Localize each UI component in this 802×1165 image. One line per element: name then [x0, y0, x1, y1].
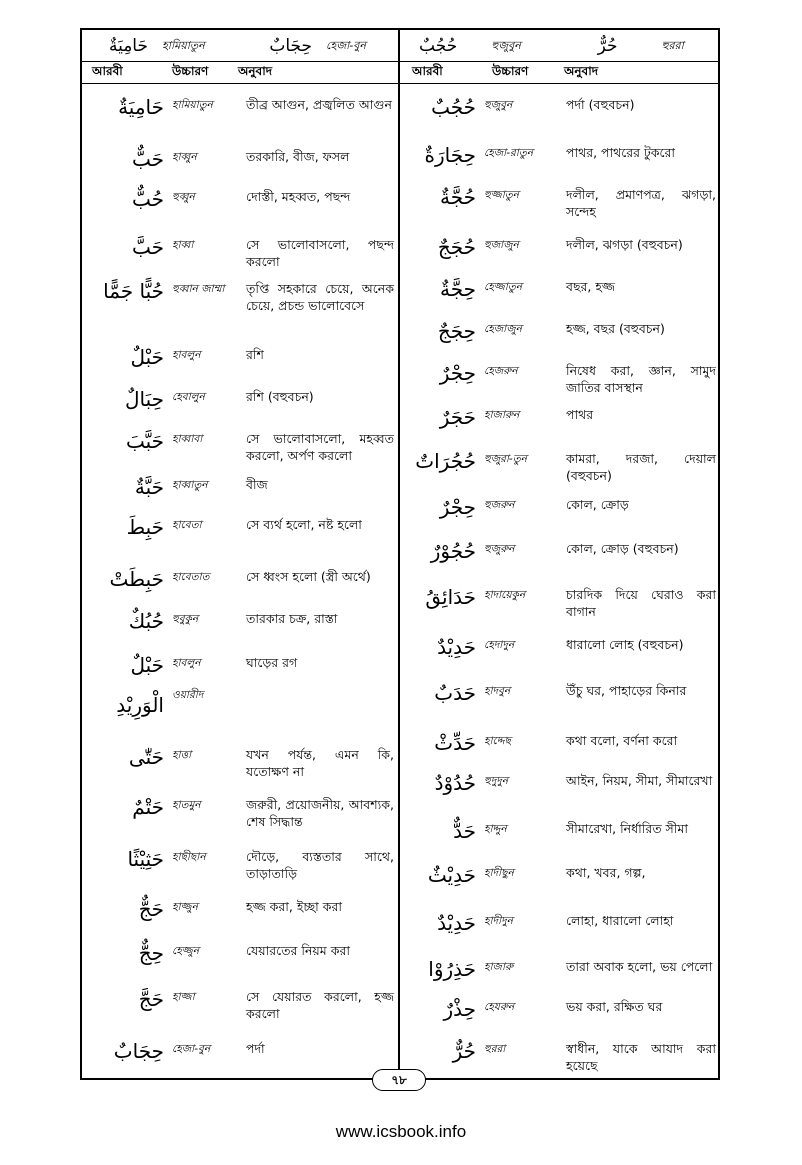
pronunciation: হাব্বাতুন: [172, 479, 208, 491]
translation: সীমারেখা, নির্ধারিত সীমা: [566, 821, 688, 836]
arabic-word: حُبًّا جَمًّا: [103, 279, 164, 303]
pronunciation: হেযরুন: [484, 1001, 515, 1013]
pronunciation: হুজরুন: [484, 499, 515, 511]
translation: কথা, খবর, গল্প,: [566, 865, 646, 880]
pronunciation: হেবালুন: [172, 391, 205, 403]
translation: ভয় করা, রক্ষিত ঘর: [566, 999, 663, 1014]
col-header-translation-right: অনুবাদ: [564, 64, 599, 78]
pronunciation: হাবলুন: [172, 657, 201, 669]
arabic-word: حِجْرٌ: [439, 495, 476, 519]
arabic-word: حِذْرٌ: [443, 997, 476, 1021]
arabic-word: حَدٌّ: [453, 819, 476, 843]
translation: তরকারি, বীজ, ফসল: [246, 149, 350, 164]
translation: তীব্র আগুন, প্রজ্বলিত আগুন: [246, 97, 392, 112]
translation: তৃপ্তি সহকারে চেয়ে, অনেক চেয়ে, প্রচন্ড ভালোবেসে: [246, 281, 394, 313]
arabic-word: حُرٌّ: [452, 1039, 476, 1063]
translation: তারকার চক্র, রাস্তা: [246, 611, 338, 626]
arabic-word: حَبَّةٌ: [134, 475, 164, 499]
pronunciation: হাজারুন: [484, 409, 520, 421]
arabic-word: حَدِيْدٌ: [437, 911, 476, 935]
arabic-word: حَثِيْثًا: [127, 847, 164, 871]
running-header-left: [96, 32, 396, 60]
pronunciation: হাব্বুন: [172, 151, 197, 163]
arabic-word: حَبْلٌ: [130, 345, 164, 369]
pronunciation: হাদীদুন: [484, 915, 513, 927]
header-rule-bottom: [80, 83, 720, 84]
arabic-word: حَدَائِقُ: [425, 585, 476, 609]
translation: কথা বলো, বর্ণনা করো: [566, 733, 678, 748]
translation: রশি: [246, 347, 264, 362]
arabic-word: حَجَرٌ: [439, 405, 476, 429]
pronunciation: হাদীছুন: [484, 867, 514, 879]
arabic-word: الْوَرِيْدِ: [116, 693, 164, 717]
translation: পর্দা (বহুবচন): [566, 97, 635, 112]
arabic-word: حِجٌّ: [138, 941, 164, 965]
arabic-word: حَبَّبَ: [125, 429, 164, 453]
pronunciation: হুবুকুন: [172, 613, 199, 625]
running-header-right-arabic-1: حُجُبٌ: [419, 36, 458, 56]
translation: কোল, ক্রোড় (বহুবচন): [566, 541, 679, 556]
running-header-left-arabic-2: حِجَابٌ: [269, 36, 312, 56]
translation: হজ্জ, বছর (বহুবচন): [566, 321, 665, 336]
arabic-word: حِجَارَةٌ: [424, 143, 476, 167]
translation: দৌড়ে, ব্যস্ততার সাথে, তাড়াতাড়ি: [246, 849, 394, 881]
translation: দলীল, প্রমাণপত্র, ঝগড়া, সন্দেহ: [566, 187, 716, 219]
translation: স্বাধীন, যাকে আযাদ করা হয়েছে: [566, 1041, 716, 1073]
pronunciation: হেজা-বুন: [172, 1043, 211, 1055]
pronunciation: হেজাজুন: [484, 323, 522, 335]
running-header-right: [412, 32, 718, 60]
pronunciation: হাব্বা: [172, 239, 194, 251]
pronunciation: হাব্বাবা: [172, 433, 203, 445]
column-divider: [398, 28, 400, 1080]
translation: আইন, নিয়ম, সীমা, সীমারেখা: [566, 773, 713, 788]
arabic-word: حُجَّةٌ: [440, 185, 476, 209]
translation: যখন পর্যন্ত, এমন কি, যতোক্ষণ না: [246, 747, 394, 779]
pronunciation: হাজারু: [484, 961, 514, 973]
col-header-pron-right: উচ্চারণ: [492, 64, 529, 78]
pronunciation: হাদায়েকুন: [484, 589, 526, 601]
translation: যেয়ারতের নিয়ম করা: [246, 943, 350, 958]
pronunciation: হাত্তা: [172, 749, 192, 761]
arabic-word: حَبٌّ: [131, 147, 164, 171]
pronunciation: হুজ্জাতুন: [484, 189, 519, 201]
arabic-word: حَتْمٌ: [132, 795, 164, 819]
translation: উঁচু ঘর, পাহাড়ের কিনার: [566, 683, 687, 698]
arabic-word: حُبُكٌ: [128, 609, 164, 633]
translation: সে যেয়ারত করলো, হজ্জ করলো: [246, 989, 394, 1021]
arabic-word: حَدِيْدٌ: [437, 635, 476, 659]
arabic-word: حَدِّثْ: [434, 731, 476, 755]
page-number: ৭৮: [372, 1069, 426, 1091]
pronunciation: হাবেতাত: [172, 571, 210, 583]
pronunciation: হাদ্দেছ: [484, 735, 511, 747]
translation: নিষেধ করা, জ্ঞান, সামুদ জাতির বাসস্থান: [566, 363, 716, 395]
pronunciation: ওয়ারীদ: [172, 689, 204, 701]
footer-url: www.icsbook.info: [335, 1122, 467, 1141]
pronunciation: হেজরুন: [484, 365, 518, 377]
arabic-word: حِبَالٌ: [124, 387, 164, 411]
arabic-word: حَجٌّ: [138, 897, 164, 921]
translation: ধারালো লোহ (বহুবচন): [566, 637, 684, 652]
pronunciation: হুব্বান জাম্মা: [172, 283, 225, 295]
translation: সে ভালোবাসলো, পছন্দ করলো: [246, 237, 394, 269]
running-header-left-arabic-1: حَامِيَةٌ: [108, 36, 148, 56]
translation: রশি (বহুবচন): [246, 389, 314, 404]
arabic-word: حِجَابٌ: [113, 1039, 164, 1063]
arabic-word: حَبِطَ: [126, 515, 164, 539]
translation: সে ব্যর্থ হলো, নষ্ট হলো: [246, 517, 362, 532]
pronunciation: হাছীছান: [172, 851, 206, 863]
translation: পাথর: [566, 407, 594, 422]
pronunciation: হাজ্জুন: [172, 901, 198, 913]
translation: দোস্তী, মহব্বত, পছন্দ: [246, 189, 351, 204]
translation: বীজ: [246, 477, 268, 492]
translation: কামরা, দরজা, দেয়াল (বহুবচন): [566, 451, 716, 483]
col-header-arabic-right: আরবী: [412, 64, 443, 78]
arabic-word: حُجُبٌ: [431, 95, 476, 119]
arabic-word: حُجُوْرٌ: [430, 539, 476, 563]
pronunciation: হেজ্জুন: [172, 945, 200, 957]
translation: কোল, ক্রোড়: [566, 497, 629, 512]
arabic-word: حُجَجٌ: [437, 235, 476, 259]
translation: সে ভালোবাসলো, মহব্বত করলো, অর্পণ করলো: [246, 431, 394, 463]
pronunciation: হেজা-রাতুন: [484, 147, 533, 159]
translation: পর্দা: [246, 1041, 265, 1056]
pronunciation: হাতমুন: [172, 799, 201, 811]
running-header-left-pron-2: হেজা-বুন: [326, 38, 366, 52]
translation: হজ্জ করা, ইচ্ছা করা: [246, 899, 343, 914]
arabic-word: حُجُرَاتٌ: [415, 449, 476, 473]
translation: পাথর, পাথরের টুকরো: [566, 145, 676, 160]
col-header-pron-left: উচ্চারণ: [172, 64, 209, 78]
arabic-word: حِجَّةٌ: [440, 277, 476, 301]
arabic-word: حَدِيْثٌ: [427, 863, 476, 887]
translation: বছর, হজ্জ: [566, 279, 616, 294]
running-header-right-pron-1: হুজুবুন: [491, 38, 521, 52]
pronunciation: হুররা: [484, 1043, 506, 1055]
pronunciation: হেজ্জাতুন: [484, 281, 522, 293]
header-rule-top: [80, 61, 720, 62]
translation: লোহা, ধারালো লোহা: [566, 913, 674, 928]
translation: ঘাড়ের রগ: [246, 655, 298, 670]
arabic-word: حَذِرُوْا: [428, 957, 476, 981]
arabic-word: حَدَبٌ: [434, 681, 476, 705]
pronunciation: হাজ্জা: [172, 991, 195, 1003]
translation: জরুরী, প্রয়োজনীয়, আবশ্যক, শেষ সিদ্ধান্ত: [246, 797, 394, 829]
arabic-word: حَامِيَةٌ: [118, 95, 164, 119]
pronunciation: হাবলুন: [172, 349, 201, 361]
arabic-word: حَتّٰى: [128, 745, 164, 769]
running-header-right-pron-2: হুররা: [661, 38, 684, 52]
running-header-right-arabic-2: حُرٌّ: [597, 36, 618, 56]
col-header-arabic-left: আরবী: [92, 64, 123, 78]
pronunciation: হুব্বুন: [172, 191, 195, 203]
pronunciation: হুদুদুন: [484, 775, 509, 787]
pronunciation: হুজুরা-তুন: [484, 453, 527, 465]
pronunciation: হুজাজুন: [484, 239, 519, 251]
arabic-word: حَبْلٌ: [130, 653, 164, 677]
pronunciation: হাদবুন: [484, 685, 511, 697]
pronunciation: হেদাদুন: [484, 639, 515, 651]
arabic-word: حِجَجٌ: [437, 319, 476, 343]
pronunciation: হাদ্দুন: [484, 823, 507, 835]
translation: সে ধ্বংস হলো (স্ত্রী অর্থে): [246, 569, 371, 584]
translation: তারা অবাক হলো, ভয় পেলো: [566, 959, 713, 974]
running-header-left-pron-1: হামিয়াতুন: [162, 38, 205, 52]
arabic-word: حَبِطَتْ: [109, 567, 164, 591]
translation: চারদিক দিয়ে ঘেরাও করা বাগান: [566, 587, 716, 619]
pronunciation: হুজুবুন: [484, 99, 513, 111]
arabic-word: حَبَّ: [131, 235, 164, 259]
pronunciation: হুজুরুন: [484, 543, 515, 555]
pronunciation: হামিয়াতুন: [172, 99, 213, 111]
arabic-word: حُدُوْدٌ: [434, 771, 476, 795]
arabic-word: حَجَّ: [138, 987, 164, 1011]
pronunciation: হাবেতা: [172, 519, 202, 531]
col-header-translation-left: অনুবাদ: [238, 64, 273, 78]
arabic-word: حِجْرٌ: [439, 361, 476, 385]
arabic-word: حُبٌّ: [131, 187, 164, 211]
translation: দলীল, ঝগড়া (বহুবচন): [566, 237, 683, 252]
